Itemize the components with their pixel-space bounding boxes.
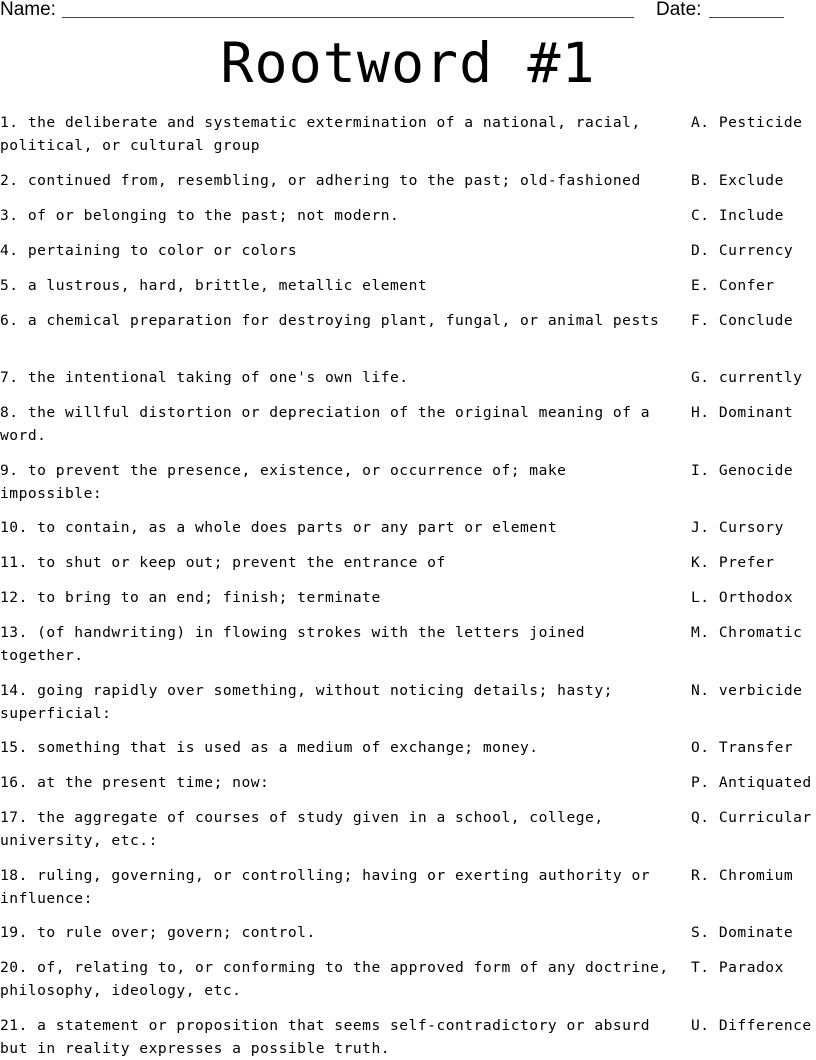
clue-item: 14. going rapidly over something, without noticing details; hasty; superficial: xyxy=(0,682,613,722)
clue-item: 17. the aggregate of courses of study given in a school, college, university, etc.: xyxy=(0,809,604,849)
clue-item: 9. to prevent the presence, existence, or occurrence of; make impossible: xyxy=(0,462,567,502)
clue-item: 20. of, relating to, or conforming to the approved form of any doctrine, philosophy, ideology, etc. xyxy=(0,959,669,999)
answer-option: F. Conclude xyxy=(691,312,794,329)
clue-item: 10. to contain, as a whole does parts or any part or element xyxy=(0,519,558,536)
answer-option: R. Chromium xyxy=(691,867,794,884)
clue-item: 3. of or belonging to the past; not modern. xyxy=(0,207,400,224)
answer-option: I. Genocide xyxy=(691,462,794,479)
answer-option: H. Dominant xyxy=(691,404,794,421)
name-label: Name: xyxy=(0,0,56,20)
clue-item: 11. to shut or keep out; prevent the entrance of xyxy=(0,554,446,571)
clue-item: 7. the intentional taking of one's own life. xyxy=(0,369,409,386)
answer-option: J. Cursory xyxy=(691,519,784,536)
date-label: Date: xyxy=(656,0,702,20)
answer-option: O. Transfer xyxy=(691,739,794,756)
clue-item: 8. the willful distortion or depreciation of the original meaning of a word. xyxy=(0,404,651,444)
clue-item: 18. ruling, governing, or controlling; having or exerting authority or influence: xyxy=(0,867,651,907)
answer-option: E. Confer xyxy=(691,277,775,294)
answer-option: S. Dominate xyxy=(691,924,794,941)
clue-item: 1. the deliberate and systematic extermination of a national, racial, political, or cultural group xyxy=(0,114,641,154)
clue-item: 16. at the present time; now: xyxy=(0,774,270,791)
clue-item: 12. to bring to an end; finish; terminate xyxy=(0,589,381,606)
answer-option: D. Currency xyxy=(691,242,794,259)
answer-option: G. currently xyxy=(691,369,803,386)
answer-option: M. Chromatic xyxy=(691,624,803,641)
answer-option: B. Exclude xyxy=(691,172,784,189)
answer-option: L. Orthodox xyxy=(691,589,794,606)
clue-item: 2. continued from, resembling, or adhering to the past; old-fashioned xyxy=(0,172,641,189)
clue-item: 21. a statement or proposition that seems self-contradictory or absurd but in reality expresses a possible truth. xyxy=(0,1017,651,1057)
clue-item: 13. (of handwriting) in flowing strokes with the letters joined together. xyxy=(0,624,586,664)
worksheet-title: Rootword #1 xyxy=(220,31,596,95)
clue-item: 4. pertaining to color or colors xyxy=(0,242,298,259)
answer-option: N. verbicide xyxy=(691,682,803,699)
clue-item: 6. a chemical preparation for destroying plant, fungal, or animal pests xyxy=(0,312,660,329)
answer-option: K. Prefer xyxy=(691,554,775,571)
answer-option: A. Pesticide xyxy=(691,114,803,131)
clue-item: 15. something that is used as a medium of exchange; money. xyxy=(0,739,539,756)
answer-option: U. Difference xyxy=(691,1017,812,1034)
answer-option: T. Paradox xyxy=(691,959,784,976)
clue-item: 19. to rule over; govern; control. xyxy=(0,924,316,941)
answer-option: C. Include xyxy=(691,207,784,224)
clue-item: 5. a lustrous, hard, brittle, metallic element xyxy=(0,277,428,294)
answer-option: P. Antiquated xyxy=(691,774,812,791)
answer-option: Q. Curricular xyxy=(691,809,812,826)
